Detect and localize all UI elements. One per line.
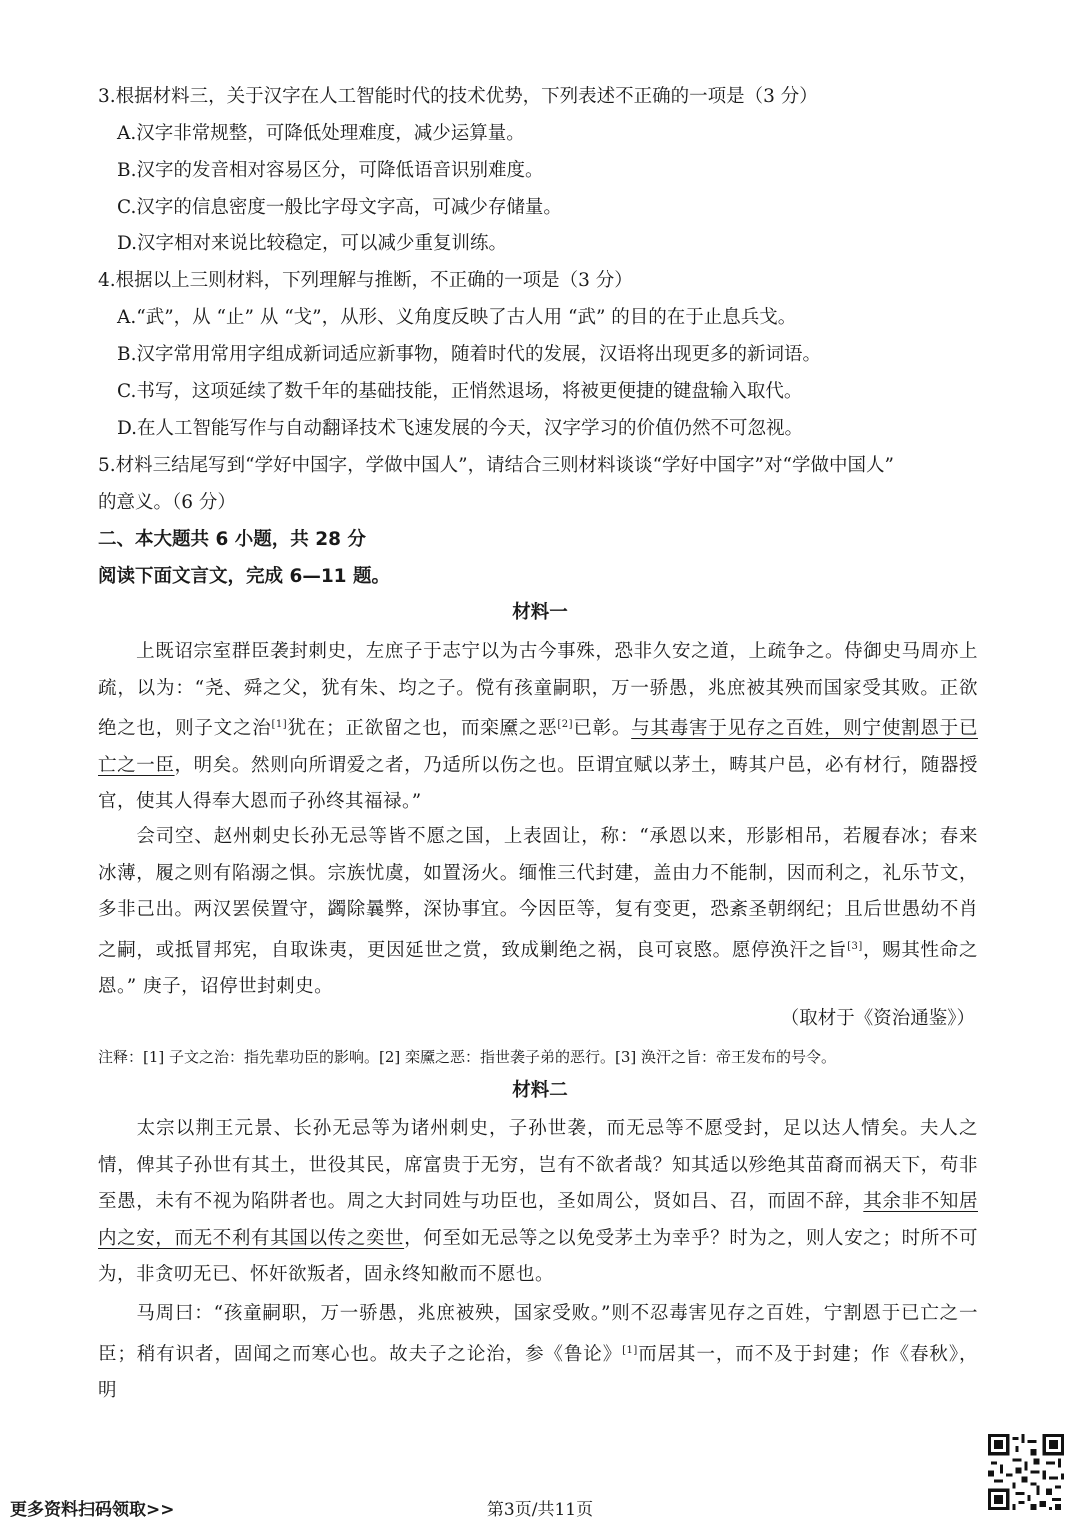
material-1-p2-text-a: 会司空、赵州刺史长孙无忌等皆不愿之国，上表固让，称：“承恩以来，形影相吊，若履春冰；春来冰薄，履之则有陷溺之惧。宗族忧虞，如置汤火。缅惟三代封建，盖由力不能制，因而利之，礼乐节文，多非己出。两汉罢侯置守，蠲除曩弊，深协事宜。今因臣等，复有变更，恐紊圣朝纲纪；且后世愚幼不肖之嗣，或抵冒邦宪，自取诛夷，更因延世之赏，致成剿绝之祸，良可哀愍。愿停涣汗之旨 <box>98 826 978 961</box>
material-1-paragraph-1 <box>98 634 978 821</box>
footnote-ref-2: [2] <box>557 719 574 730</box>
question-5-stem-line2: 的意义。（6 分） <box>98 492 236 513</box>
material-2-paragraph-2 <box>98 1296 978 1410</box>
question-3-option-c: C.汉字的信息密度一般比字母文字高，可减少存储量。 <box>117 197 562 218</box>
question-5-stem-line1: 5.材料三结尾写到“学好中国字，学做中国人”，请结合三则材料谈谈“学好中国字”对“学做中国人” <box>98 455 894 476</box>
question-4-option-a: A.“武”，从 “止” 从 “戈”，从形、义角度反映了古人用 “武” 的目的在于止息兵戈。 <box>117 307 797 328</box>
material-1-p1-text-a: 上既诏宗室群臣袭封刺史，左庶子于志宁以为古今事殊，恐非久安之道，上疏争之。侍御史马周亦上疏，以为：“尧、舜之父，犹有朱、均之子。傥有孩童嗣职，万一骄愚，兆庶被其殃而国家受其败。正欲绝之也，则子文之治 <box>98 641 978 740</box>
material-1-paragraph-2 <box>98 819 978 1006</box>
material-2-p2-text-a: 马周曰：“孩童嗣职，万一骄愚，兆庶被殃，国家受败。”则不忍毒害见存之百姓，宁割恩于已亡之一臣；稍有识者，固闻之而寒心也。故夫子之论治，参《鲁论》 <box>98 1303 978 1365</box>
material-1-source: （取材于《资治通鉴》） <box>780 1008 975 1029</box>
material-1-p1-text-d: ，明矣。然则向所谓爱之者，乃适所以伤之也。臣谓宜赋以茅土，畴其户邑，必有材行，随器授官，使其人得奉大恩而子孙终其福禄。” <box>98 754 978 813</box>
material-1-p1-text-c: 已彰。 <box>573 718 632 740</box>
material-2-p1-text-b: ，何至如无忌等之以免受茅土为幸乎？时为之，则人安之；时所不可为，非贪叨无已、怀奸欲叛者，固永终知敝而不愿也。 <box>98 1227 978 1285</box>
material-2-title: 材料二 <box>512 1080 568 1101</box>
footnote-ref-1: [1] <box>622 1344 638 1356</box>
material-1-title: 材料一 <box>512 602 568 623</box>
question-4-stem: 4.根据以上三则材料，下列理解与推断，不正确的一项是（3 分） <box>98 270 633 291</box>
material-1-notes: 注释：[1] 子文之治：指先辈功臣的影响。[2] 栾黡之恶：指世袭子弟的恶行。[3] 涣汗之旨：帝王发布的号令。 <box>98 1048 837 1066</box>
question-3-option-a: A.汉字非常规整，可降低处理难度，减少运算量。 <box>117 123 525 144</box>
page-number: 第3页/共11页 <box>486 1500 594 1520</box>
material-1-p2-text-b: ，赐其性命之恩。” 庚子，诏停世封刺史。 <box>98 939 978 998</box>
question-3-option-b: B.汉字的发音相对容易区分，可降低语音识别难度。 <box>117 160 544 181</box>
material-2-p2-text-b: 而居其一，而不及于封建；作《春秋》，明 <box>98 1343 978 1402</box>
material-2-p1-text-a: 太宗以荆王元景、长孙无忌等为诸州刺史，子孙世袭，而无忌等不愿受封，足以达人情矣。夫人之情，俾其子孙世有其土，世役其民，席富贵于无穷，岂有不欲者哉？知其适以殄绝其苗裔而祸天下，苟非至愚，未有不视为陷阱者也。周之大封同姓与功臣也，圣如周公，贤如吕、召，而固不辞， <box>98 1118 978 1212</box>
section-2-instruction: 阅读下面文言文，完成 6—11 题。 <box>98 566 390 587</box>
question-3-stem: 3.根据材料三，关于汉字在人工智能时代的技术优势，下列表述不正确的一项是（3 分） <box>98 86 818 107</box>
footnote-ref-1: [1] <box>271 719 288 730</box>
footer-promo-text[interactable]: 更多资料扫码领取>> <box>10 1500 175 1520</box>
material-1-p1-text-b: 犹在；正欲留之也，而栾黡之恶 <box>287 718 558 740</box>
section-2-heading: 二、本大题共 6 小题，共 28 分 <box>98 529 366 550</box>
material-1-underlined-sentence: 与其毒害于见存之百姓，则宁使割恩于已亡之一臣 <box>98 718 978 776</box>
material-2-underlined-sentence: 其余非不知居内之安，而无不利有其国以传之奕世 <box>98 1191 978 1249</box>
footnote-ref-3: [3] <box>847 940 863 952</box>
material-2-paragraph-1 <box>98 1111 978 1294</box>
question-4-option-b: B.汉字常用常用字组成新词适应新事物，随着时代的发展，汉语将出现更多的新词语。 <box>117 344 821 365</box>
question-3-option-d: D.汉字相对来说比较稳定，可以减少重复训练。 <box>117 233 508 254</box>
question-4-option-d: D.在人工智能写作与自动翻译技术飞速发展的今天，汉字学习的价值仍然不可忽视。 <box>117 418 804 439</box>
question-4-option-c: C.书写，这项延续了数千年的基础技能，正悄然退场，将被更便捷的键盘输入取代。 <box>117 381 803 402</box>
